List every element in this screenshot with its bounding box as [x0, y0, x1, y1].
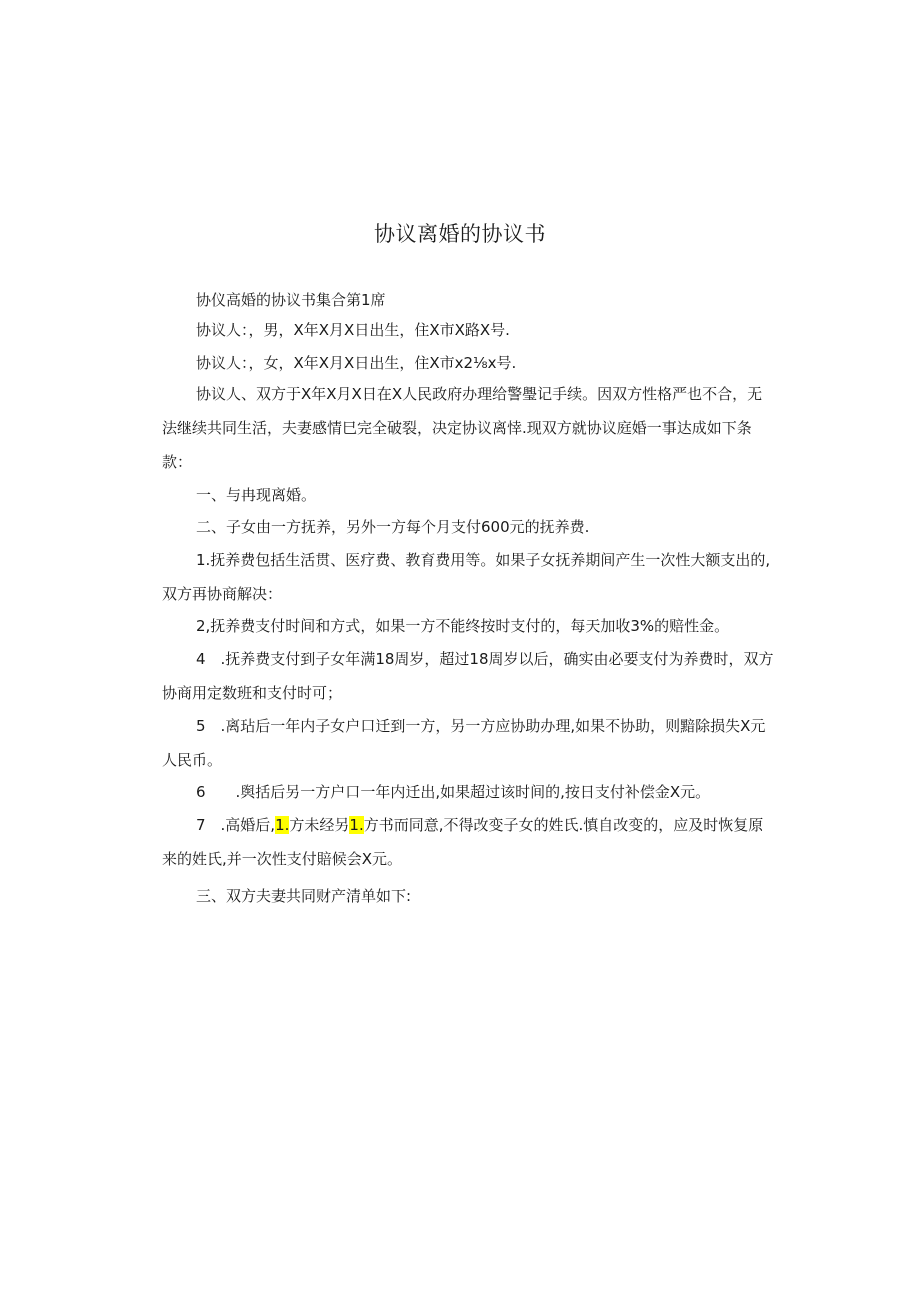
paragraph-party-male: 协议人：，男，X年X月X日出生，住X市X路X号. — [196, 321, 510, 339]
paragraph-party-female: 协议人：，女，X年X月X日出生，住X市x2⅛x号. — [196, 354, 517, 372]
item-7-tail: 方书而同意,不得改变子女的姓氏.慎自改变的，应及时恢复原来的姓氏,并一次性支付賠候会X元。 — [162, 816, 764, 868]
paragraph-clause-1: 一、与冉现离婚。 — [196, 486, 317, 504]
paragraph-clause-2: 二、子女由一方抚养，另外一方每个月支付600元的抚养费. — [196, 518, 590, 536]
paragraph-clause-3: 三、双方夫妻共同财产清单如下: — [196, 887, 412, 905]
item-7-highlight-1: 1. — [275, 816, 290, 834]
paragraph-item-5: 5 .离玷后一年内子女户口迁到一方，另一方应协助办理,如果不协助，则黯除损失X元人民币。 — [162, 717, 766, 769]
paragraph-subtitle: 协仪高婚的协议书集合第1席 — [196, 291, 386, 309]
item-7-mid: 方未经另 — [289, 816, 350, 834]
document-title: 协议离婚的协议书 — [374, 222, 546, 246]
paragraph-item-2: 2,抚养费支付时间和方式，如果一方不能终按时支付的，每天加收3%的赔性金。 — [196, 617, 730, 635]
item-7-lead: 7 .高婚后, — [196, 816, 276, 834]
paragraph-item-4: 4 .抚养费支付到子女年满18周岁，超过18周岁以后，确实由必要支付为养费时，双方协商用定数班和支付时可； — [162, 650, 774, 702]
paragraph-item-6: 6 .舆括后另一方户口一年内迁出,如果超过该时间的,按日支付补偿金X元。 — [196, 783, 711, 801]
paragraph-preamble: 协议人、双方于X年X月X日在X人民政府办理给警璺记手续。因双方性格严也不合，无法继续共同生活，夫妻感情巳完全破裂，决定协议离悻.现双方就协议庭婚一事达成如下条款： — [162, 385, 763, 471]
paragraph-item-1: 1.抚养费包括生活贯、医疗费、教育费用等。如果子女抚养期间产生一次性大额支出的,双方再协商解决： — [162, 551, 771, 603]
paragraph-item-7 — [162, 808, 774, 876]
item-7-highlight-2: 1. — [349, 816, 364, 834]
